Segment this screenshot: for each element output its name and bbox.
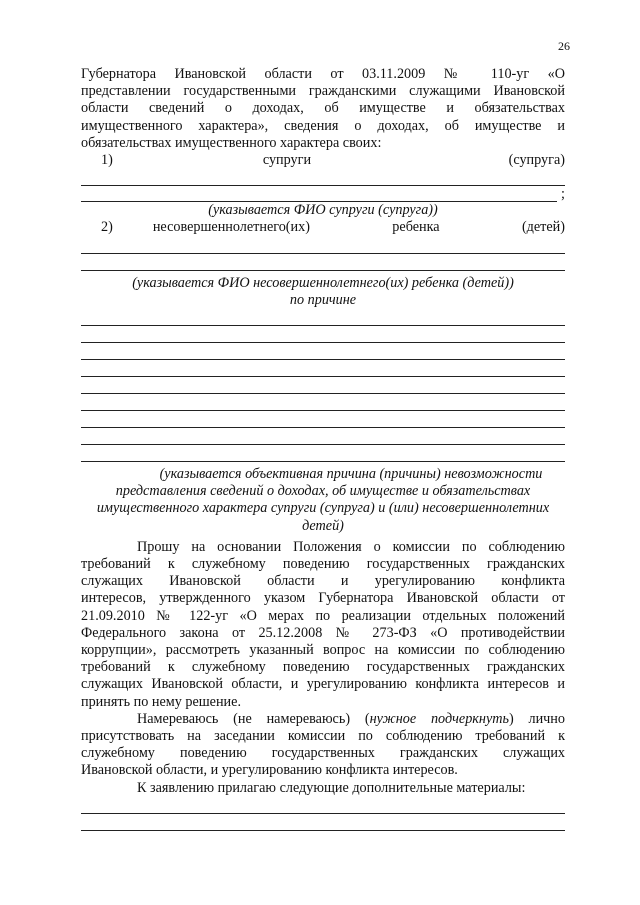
reason-line[interactable] [81,377,565,394]
request-line: служащих Ивановской области, и урегулированию конфликта интересов и [81,676,565,693]
intro-line: представлении государственными гражданскими служащими Ивановской [81,83,565,100]
intent-line: Ивановской области, и урегулированию конфликта интересов. [81,762,458,779]
attachments-line[interactable] [81,797,565,814]
request-line: коррупции», рассмотреть указанный вопрос на комиссии по соблюдению [81,642,565,659]
request-line: 21.09.2010 № 122-уг «О мерах по реализации отдельных положений [81,607,565,624]
item-children-word1: несовершеннолетнего(их) [152,219,310,236]
request-line: интересов, утвержденного указом Губернатора Ивановской области от [81,590,565,607]
reason-label: по причине [289,291,357,308]
attachments-label: К заявлению прилагаю следующие дополнительные материалы: [137,779,526,796]
request-line: служащих Ивановской области и урегулированию конфликта [81,573,565,590]
item-children-word2: ребенка [392,219,440,236]
intro-line: имущественного характера», сведения о доходах, об имуществе и [81,117,565,134]
intent-italic: нужное подчеркнуть [369,710,509,727]
spouse-note: (указывается ФИО супруги (супруга)) [208,202,438,219]
children-note: (указывается ФИО несовершеннолетнего(их) ребенка (детей)) [132,274,514,291]
request-paragraph [81,539,565,711]
reason-line[interactable] [81,309,565,326]
reason-note-line: (указывается объективная причина (причины) невозможности [159,466,543,483]
intro-paragraph [81,66,565,152]
intent-end: ) лично [508,710,565,727]
reason-line[interactable] [81,394,565,411]
reason-line[interactable] [81,326,565,343]
request-line: требований к служебному поведению государственных гражданских [81,659,565,676]
intent-line-first [81,711,565,728]
item-spouse-row [81,152,565,169]
intent-paragraph [81,711,565,780]
intro-line: Губернатора Ивановской области от 03.11.2009 № 110-уг «О [81,66,565,82]
reason-note-line: имущественного характера супруги (супруга) и (или) несовершеннолетних [96,500,550,517]
item-spouse-paren: (супруга) [508,152,565,169]
item-children-paren: (детей) [521,219,565,236]
semicolon: ; [561,186,565,203]
spouse-name-line[interactable] [81,169,565,186]
request-line: Федерального закона от 25.12.2008 № 273-ФЗ «О противодействии [81,624,565,641]
item-children-row [81,219,565,236]
reason-line[interactable] [81,428,565,445]
item-children-number: 2) [101,219,113,236]
reason-line[interactable] [81,411,565,428]
page-number: 26 [558,39,570,53]
attachments-line[interactable] [81,814,565,831]
intent-line: присутствовать на заседании комиссии по соблюдению требований к [81,728,565,745]
item-spouse-word: супруги [262,152,312,169]
request-line: требований к служебному поведению государственных гражданских [81,556,565,573]
reason-note [81,466,565,535]
reason-note-line: представления сведений о доходах, об имуществе и обязательствах [115,483,531,500]
intent-start: Намереваюсь (не намереваюсь) ( [137,710,370,727]
spouse-name-line-2[interactable] [81,186,565,202]
intro-line: области сведений о доходах, об имуществе и обязательствах [81,100,565,117]
reason-line[interactable] [81,343,565,360]
intent-line: служебному поведению государственных гражданских служащих [81,745,565,762]
request-line: принять по нему решение. [81,693,241,710]
reason-line[interactable] [81,360,565,377]
reason-line[interactable] [81,445,565,462]
request-line: Прошу на основании Положения о комиссии по соблюдению [137,538,565,555]
reason-note-line: детей) [302,517,344,534]
item-spouse-number: 1) [101,152,113,169]
intro-line: обязательствах имущественного характера своих: [81,134,382,151]
document-body [81,66,565,831]
children-name-line-2[interactable] [81,254,565,271]
children-name-line[interactable] [81,237,565,254]
